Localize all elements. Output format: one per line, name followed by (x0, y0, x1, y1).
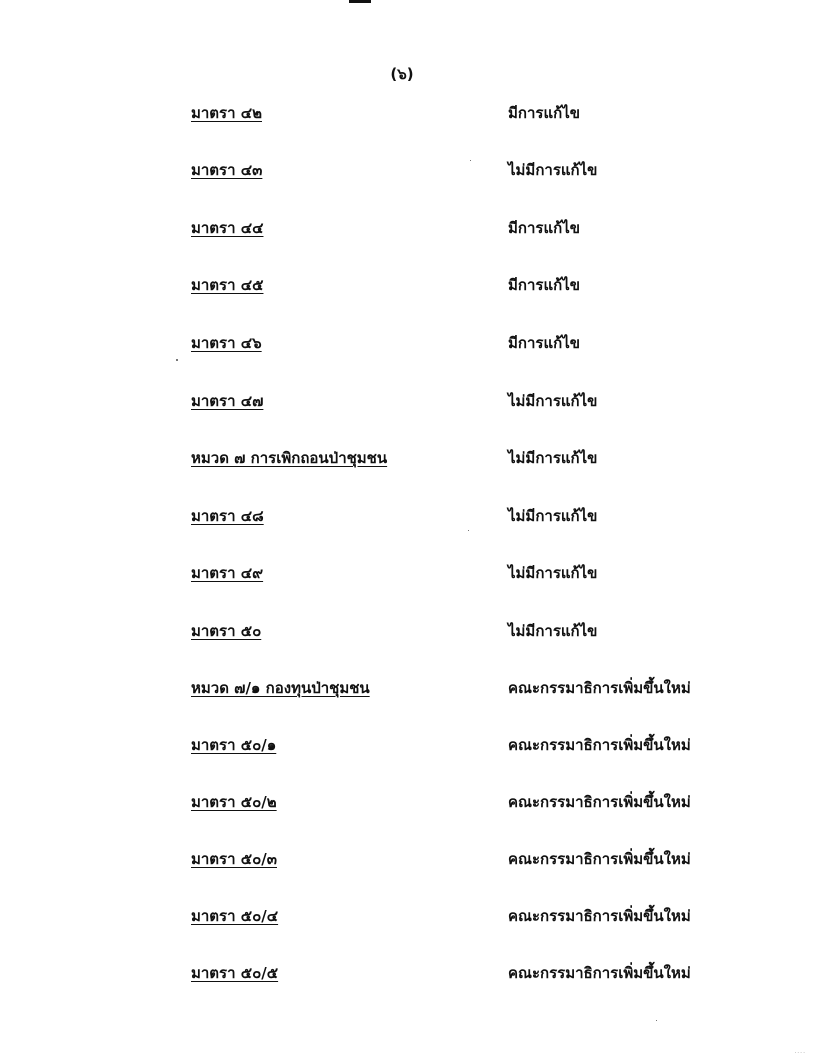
section-label: มาตรา ๔๖ (191, 334, 262, 352)
status-text: มีการแก้ไข (508, 276, 580, 294)
status-text: ไม่มีการแก้ไข (508, 564, 598, 582)
top-edge-mark (349, 0, 371, 3)
section-label: มาตรา ๔๔ (191, 219, 264, 237)
scan-speck (656, 1020, 657, 1021)
list-item (0, 331, 816, 361)
chapter-item (0, 446, 816, 476)
status-text: มีการแก้ไข (508, 104, 580, 122)
section-label: มาตรา ๔๙ (191, 564, 264, 582)
status-text: คณะกรรมาธิการเพิ่มขึ้นใหม่ (508, 736, 691, 754)
status-text: คณะกรรมาธิการเพิ่มขึ้นใหม่ (508, 964, 691, 982)
list-item (0, 561, 816, 591)
status-text: คณะกรรมาธิการเพิ่มขึ้นใหม่ (508, 907, 691, 925)
status-text: ไม่มีการแก้ไข (508, 392, 598, 410)
list-item (0, 216, 816, 246)
list-item (0, 790, 816, 820)
status-text: ไม่มีการแก้ไข (508, 622, 598, 640)
section-label: มาตรา ๔๘ (191, 507, 264, 525)
list-item (0, 158, 816, 188)
section-label: มาตรา ๔๕ (191, 276, 264, 294)
list-item (0, 847, 816, 877)
status-text: คณะกรรมาธิการเพิ่มขึ้นใหม่ (508, 793, 691, 811)
section-label: มาตรา ๕๐/๔ (191, 907, 279, 925)
page-number: (๖) (390, 65, 414, 83)
status-text: มีการแก้ไข (508, 334, 580, 352)
status-text: คณะกรรมาธิการเพิ่มขึ้นใหม่ (508, 850, 691, 868)
chapter-item (0, 676, 816, 706)
section-label: มาตรา ๕๐/๓ (191, 850, 277, 868)
section-label: มาตรา ๔๒ (191, 104, 262, 122)
list-item (0, 904, 816, 934)
section-label: มาตรา ๕๐ (191, 622, 262, 640)
list-item (0, 619, 816, 649)
scan-edge-mark: .... (794, 1048, 806, 1055)
list-item (0, 504, 816, 534)
list-item (0, 733, 816, 763)
section-label: มาตรา ๕๐/๕ (191, 964, 279, 982)
status-text: ไม่มีการแก้ไข (508, 161, 598, 179)
scan-speck (468, 530, 469, 531)
list-item (0, 961, 816, 991)
list-item (0, 273, 816, 303)
section-label: มาตรา ๔๓ (191, 161, 263, 179)
section-label: มาตรา ๕๐/๑ (191, 736, 277, 754)
section-label: มาตรา ๔๗ (191, 392, 264, 410)
status-text: คณะกรรมาธิการเพิ่มขึ้นใหม่ (508, 679, 691, 697)
chapter-label: หมวด ๗/๑ กองทุนป่าชุมชน (191, 679, 370, 697)
chapter-label: หมวด ๗ การเพิกถอนป่าชุมชน (191, 449, 388, 467)
list-item (0, 389, 816, 419)
status-text: ไม่มีการแก้ไข (508, 449, 598, 467)
scan-speck (176, 359, 178, 361)
scan-speck (470, 160, 471, 161)
status-text: มีการแก้ไข (508, 219, 580, 237)
section-label: มาตรา ๕๐/๒ (191, 793, 277, 811)
list-item (0, 101, 816, 131)
status-text: ไม่มีการแก้ไข (508, 507, 598, 525)
